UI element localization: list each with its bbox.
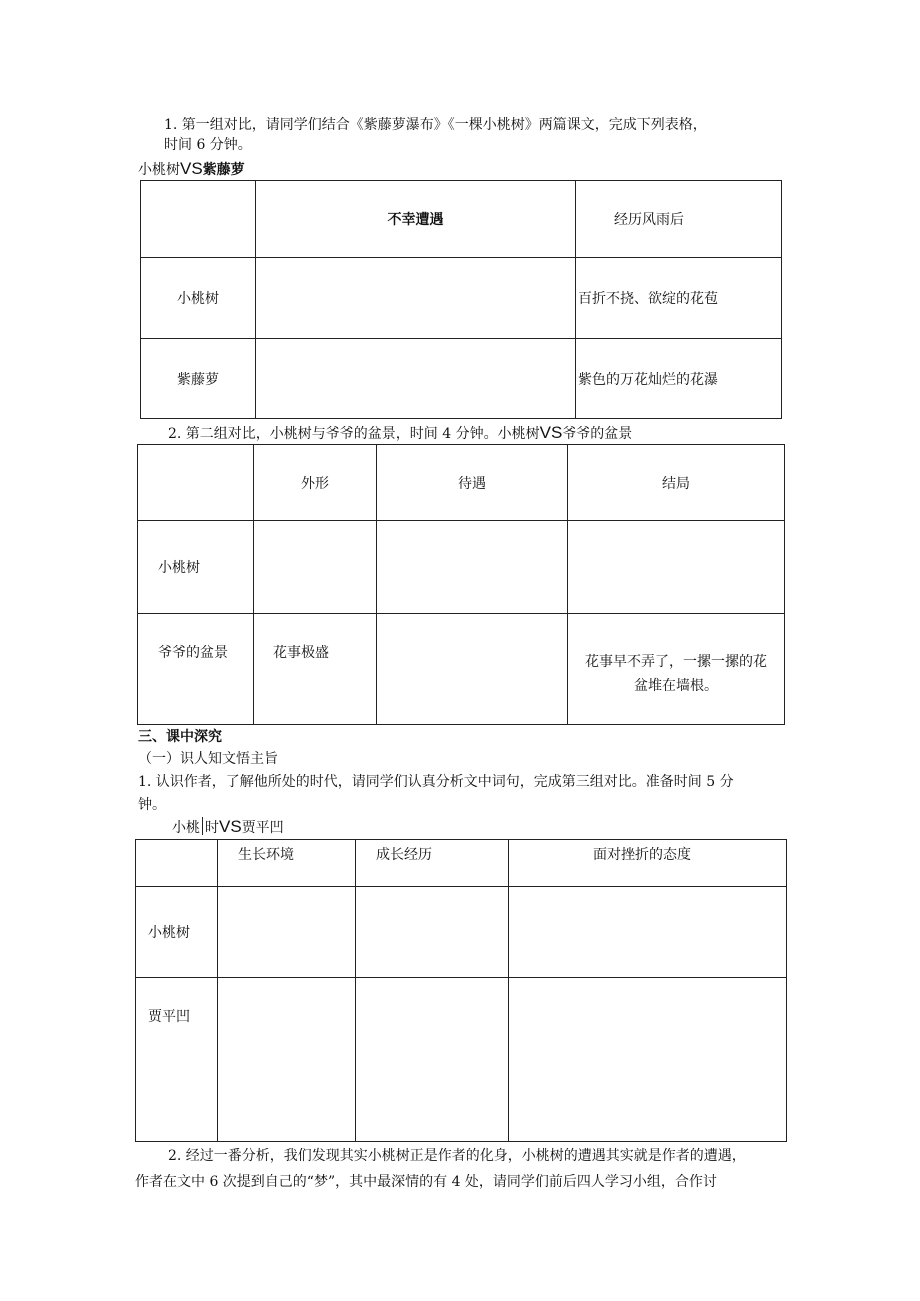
table-cell[interactable]: [356, 978, 509, 1142]
instruction-2-vs: VS: [539, 423, 563, 442]
table-cell: [141, 181, 256, 258]
table-2: [137, 444, 785, 725]
ending-text-line2: 盆堆在墙根。: [634, 678, 718, 694]
table-cell: [138, 445, 254, 521]
table-cell[interactable]: [218, 978, 356, 1142]
table-cell: 百折不挠、欲绽的花苞: [576, 258, 782, 339]
instruction-3-line2: 钟。: [138, 797, 166, 813]
table-cell[interactable]: [356, 887, 509, 978]
table-row: [136, 887, 787, 978]
table-header: 成长经历: [356, 840, 509, 887]
title-b: 贾平凹: [241, 820, 284, 836]
table-row: [136, 840, 787, 887]
instruction-3-line1: 1. 认识作者，了解他所处的时代，请同学们认真分析文中词句，完成第三组对比。准备时间 5 分: [138, 774, 734, 790]
table-row: [138, 614, 785, 725]
table-header: 外形: [254, 445, 377, 521]
table-cell: 花事极盛: [254, 614, 377, 725]
instruction-1-line1: 1. 第一组对比，请同学们结合《紫藤萝瀑布》《一棵小桃树》两篇课文，完成下列表格，: [164, 117, 707, 133]
table-cell[interactable]: [256, 258, 576, 339]
table-header: 生长环境: [218, 840, 356, 887]
comparison-title-3: [172, 817, 284, 837]
instruction-1-line2: 时间 6 分钟。: [164, 137, 252, 153]
instruction-2-text: 2. 第二组对比，小桃树与爷爷的盆景，时间 4 分钟。小桃树: [168, 426, 540, 442]
table-3: [135, 839, 787, 1142]
table-cell[interactable]: [254, 521, 377, 614]
instruction-2: [168, 423, 632, 443]
row-label: 小桃树: [136, 887, 218, 978]
subheading: （一）识人知文悟主旨: [138, 751, 278, 767]
table-row: [141, 339, 782, 419]
title-a: 小桃: [172, 820, 200, 836]
table-cell[interactable]: [509, 978, 787, 1142]
table-row: [141, 181, 782, 258]
row-label: 紫藤萝: [141, 339, 256, 419]
table-header: 不幸遭遇: [256, 181, 576, 258]
text-cursor: [202, 817, 203, 835]
table-header: 面对挫折的态度: [509, 840, 787, 887]
table-cell: [568, 614, 785, 725]
row-label: 爷爷的盆景: [138, 614, 254, 725]
table-row: [136, 978, 787, 1142]
table-header: 待遇: [377, 445, 568, 521]
table-cell[interactable]: [256, 339, 576, 419]
title-vs: VS: [180, 159, 203, 178]
table-cell[interactable]: [377, 521, 568, 614]
table-row: [138, 521, 785, 614]
instruction-4-line1: 2. 经过一番分析，我们发现其实小桃树正是作者的化身，小桃树的遭遇其实就是作者的遭遇，: [168, 1148, 746, 1164]
table-header: 结局: [568, 445, 785, 521]
section-heading: 三、课中深究: [138, 729, 222, 745]
row-label: 贾平凹: [136, 978, 218, 1142]
ending-text-line1: 花事早不弄了，一摞一摞的花: [585, 654, 767, 670]
table-cell: 紫色的万花灿烂的花瀑: [576, 339, 782, 419]
title-b: 紫藤萝: [202, 162, 245, 178]
title-a2: 时: [205, 820, 219, 836]
table-row: [141, 258, 782, 339]
row-label: 小桃树: [138, 521, 254, 614]
table-cell[interactable]: [568, 521, 785, 614]
table-cell[interactable]: [509, 887, 787, 978]
table-cell[interactable]: [218, 887, 356, 978]
table-1: [140, 180, 782, 419]
instruction-2-text-b: 爷爷的盆景: [562, 426, 633, 442]
row-label: 小桃树: [141, 258, 256, 339]
instruction-4-line2: 作者在文中 6 次提到自己的“梦”，其中最深情的有 4 处，请同学们前后四人学习小组，合作讨: [135, 1174, 717, 1190]
table-cell[interactable]: [377, 614, 568, 725]
table-header: 经历风雨后: [576, 181, 782, 258]
title-a: 小桃树: [138, 162, 180, 178]
table-cell: [136, 840, 218, 887]
table-row: [138, 445, 785, 521]
title-vs: VS: [219, 817, 242, 836]
comparison-title-1: [138, 159, 245, 179]
